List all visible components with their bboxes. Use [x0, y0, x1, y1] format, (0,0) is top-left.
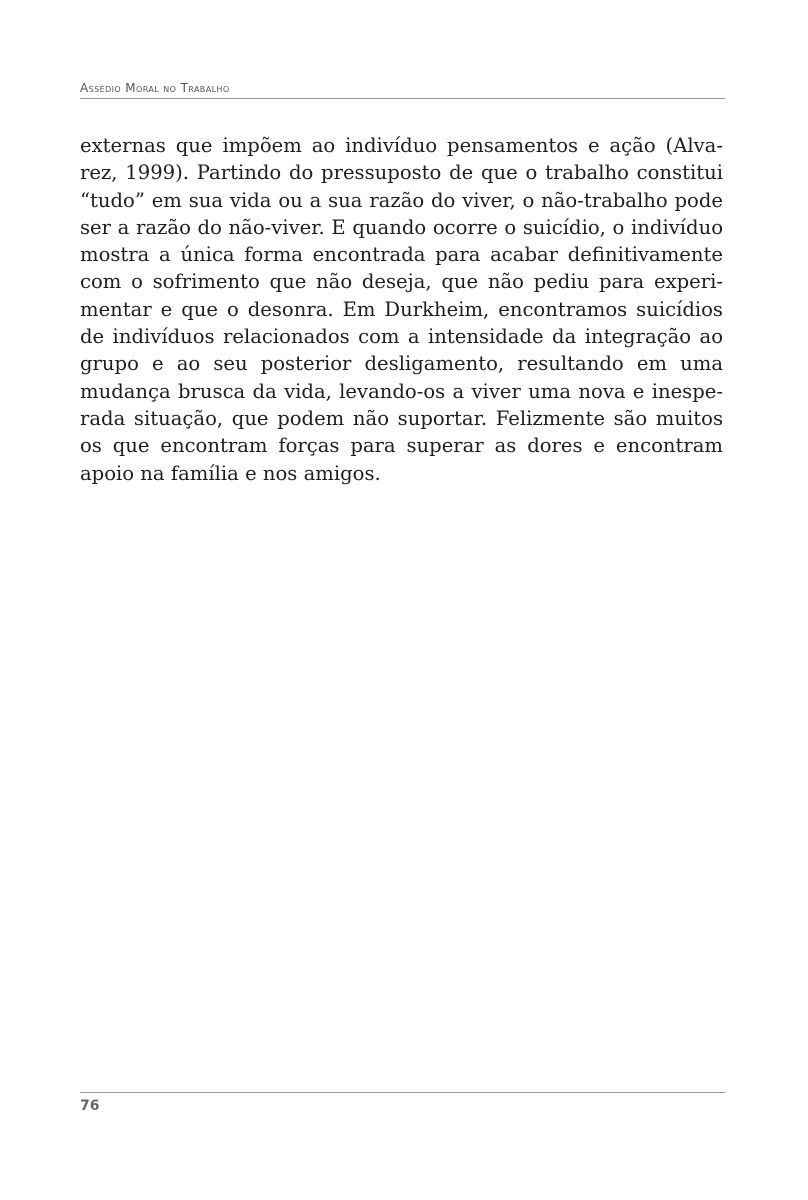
footer-rule: [80, 1092, 725, 1093]
text-line: externas que impõem ao indivíduo pensamentos e ação (Alva-: [80, 134, 723, 157]
text-line: mentar e que o desonra. Em Durkheim, encontramos suicídios: [80, 297, 723, 321]
running-header: Assédio Moral no Trabalho: [80, 81, 230, 95]
text-line: rez, 1999). Partindo do pressuposto de que o trabalho constitui: [80, 161, 723, 185]
text-line: mudança brusca da vida, levando-os a viver uma nova e inespe-: [80, 379, 723, 403]
text-line: apoio na família e nos amigos.: [80, 461, 381, 485]
text-line: os que encontram forças para superar as dores e encontram: [80, 434, 723, 458]
text-line: “tudo” em sua vida ou a sua razão do viver, o não-trabalho pode: [80, 188, 723, 212]
text-line: de indivíduos relacionados com a intensidade da integração ao: [80, 325, 723, 349]
text-line: mostra a única forma encontrada para acabar definitivamente: [80, 243, 723, 267]
text-line: rada situação, que podem não suportar. Felizmente são muitos: [80, 406, 723, 430]
text-line: ser a razão do não-viver. E quando ocorre o suicídio, o indivíduo: [80, 215, 723, 239]
body-paragraph: [80, 132, 723, 487]
page-number: 76: [80, 1098, 100, 1114]
header-rule: [80, 98, 725, 99]
text-line: com o sofrimento que não deseja, que não pediu para experi-: [80, 270, 723, 294]
text-line: grupo e ao seu posterior desligamento, resultando em uma: [80, 352, 723, 376]
